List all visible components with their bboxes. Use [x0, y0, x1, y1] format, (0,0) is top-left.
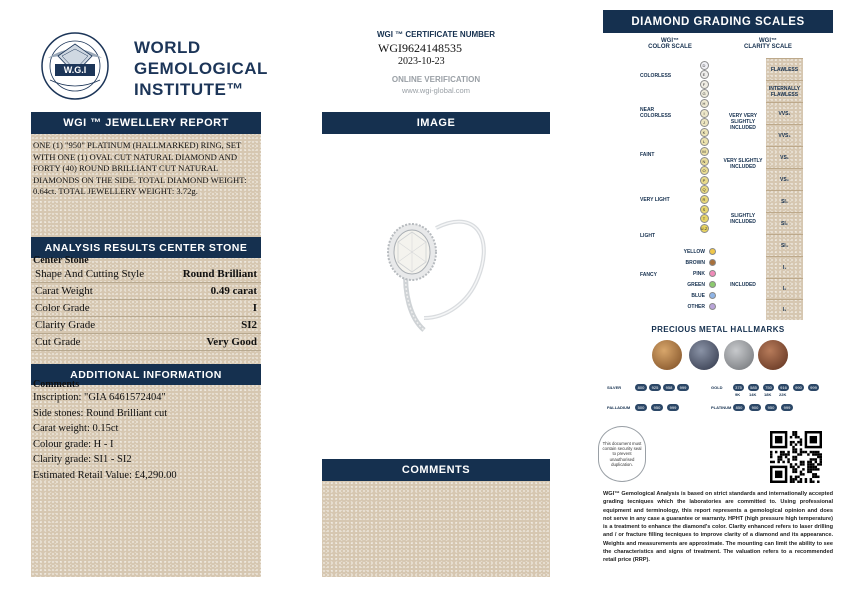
color-grade-gem-icon: J — [700, 118, 709, 127]
additional-lines — [33, 390, 259, 483]
fancy-row — [656, 268, 716, 279]
color-grade-gem-icon: T — [700, 214, 709, 223]
scales-header: DIAMOND GRADING SCALES — [603, 10, 833, 33]
clarity-grade: SI₃ — [766, 234, 803, 256]
clarity-grade: SI₂ — [766, 212, 803, 234]
report-header: WGI ™ JEWELLERY REPORT — [31, 112, 261, 134]
hallmark-chip: 990 — [793, 384, 804, 391]
hallmark-chip: 999 — [667, 404, 679, 411]
clarity-group-label: INCLUDED — [730, 282, 756, 288]
hallmark-chip: 800 — [635, 384, 647, 391]
logo-name-line3: INSTITUTE™ — [134, 80, 244, 99]
additional-line: Estimated Retail Value: £4,290.00 — [33, 469, 177, 481]
hallmark-chip: 900 — [749, 404, 761, 411]
disclaimer: WGI™ Gemological Analysis is based on strict standards and internationally accepted grading tecniques which the laboratories are committed to. Using professional equipment and terminology, this report represents a gemological opinion and does not serve in any case a guarantee or warranty. HPHT (high pressure high temperature) is a treatment to enhance the diamond's color. Clarity enhanced refers to laser drilling and / or fracture filling tecniques to improve clarity of a diamond and its appearance. Weights and measurements are approximate. The mounting can limit the ability to see the characteristics and signs of treatment. The valuation refers to a recommended retail price (RRP). — [603, 491, 833, 564]
fancy-gem-icon — [709, 248, 716, 255]
hallmark-chip: 999 — [677, 384, 689, 391]
logo-name-line2: GEMOLOGICAL — [134, 59, 268, 78]
clarity-grade: I₁ — [766, 256, 803, 278]
clarity-group-label: VERY SLIGHTLY INCLUDED — [723, 158, 763, 170]
certificate-date: 2023-10-23 — [398, 56, 445, 67]
clarity-scale-title — [728, 38, 808, 50]
hallmark-chip: 925 — [649, 384, 661, 391]
fancy-color-name: OTHER — [687, 303, 705, 310]
analysis-label: Clarity Grade — [35, 319, 96, 331]
hallmark-chip: 950 — [765, 404, 777, 411]
gold-label: GOLD — [711, 385, 723, 390]
fancy-gem-icon — [709, 281, 716, 288]
color-grade-gem-icon: M — [700, 147, 709, 156]
analysis-label: Cut Grade — [35, 336, 81, 348]
logo-name-line1: WORLD — [134, 38, 201, 57]
comments-header: COMMENTS — [322, 459, 550, 481]
gold-karat: 9K — [735, 392, 741, 397]
certificate-label: WGI ™ CERTIFICATE NUMBER — [376, 30, 496, 39]
verification-label: ONLINE VERIFICATION — [391, 75, 481, 84]
clarity-group-label: VERY VERY SLIGHTLY INCLUDED — [728, 113, 758, 131]
clarity-group-label: SLIGHTLY INCLUDED — [730, 213, 756, 225]
analysis-row — [31, 317, 261, 334]
image-header: IMAGE — [322, 112, 550, 134]
fancy-label: FANCY — [640, 272, 657, 278]
gold-karat: 18K — [764, 392, 772, 397]
silver-coin-icon — [724, 340, 754, 370]
hallmark-chip: 999 — [781, 404, 793, 411]
gold-karat: 14K — [749, 392, 757, 397]
color-grade-gem-icon: P — [700, 176, 709, 185]
gold-karat: 22K — [779, 392, 787, 397]
color-grade-gem-icon: S — [700, 205, 709, 214]
hallmark-chip: 375 — [733, 384, 744, 391]
security-note: This document must contain security seal to prevent unauthorised duplication. — [602, 440, 642, 467]
hallmark-chip: 950 — [651, 404, 663, 411]
analysis-header: ANALYSIS RESULTS CENTER STONE — [31, 237, 261, 258]
additional-line: Clarity grade: SI1 - SI2 — [33, 454, 132, 465]
color-grade-gem-icon: H — [700, 99, 709, 108]
clarity-grade: SI₁ — [766, 190, 803, 212]
color-grade-gem-icon: R — [700, 195, 709, 204]
verification-url[interactable]: www.wgi-global.com — [402, 86, 470, 95]
analysis-value: Round Brilliant — [182, 268, 257, 280]
logo-initials: W.G.I — [63, 65, 87, 75]
ring-image — [376, 198, 494, 338]
clarity-title-2: CLARITY SCALE — [744, 44, 792, 50]
analysis-row — [31, 300, 261, 317]
analysis-subtitle: Center Stone — [33, 255, 89, 266]
analysis-row — [31, 266, 261, 283]
comments-panel — [322, 481, 550, 577]
additional-line: Inscription: "GIA 6461572404" — [33, 392, 166, 403]
fancy-colors — [656, 246, 716, 312]
color-grade-gem-icon: N — [700, 157, 709, 166]
clarity-title-1: WGI™ — [759, 38, 777, 44]
silver-label: SILVER — [607, 385, 622, 390]
color-group-label: VERY LIGHT — [640, 197, 670, 203]
analysis-label: Shape And Cutting Style — [35, 268, 145, 280]
platinum-label: PLATINUM — [711, 405, 732, 410]
additional-line: Carat weight: 0.15ct — [33, 423, 119, 434]
hallmark-chip: 585 — [748, 384, 759, 391]
hallmark-chip: 750 — [763, 384, 774, 391]
gold-coin-icon — [652, 340, 682, 370]
color-grade-gem-icon: I — [700, 109, 709, 118]
additional-subtitle: Comments — [33, 379, 80, 390]
color-group-label: COLORLESS — [640, 73, 672, 79]
clarity-grade: I₂ — [766, 278, 803, 299]
fancy-color-name: BROWN — [685, 259, 705, 266]
fancy-row — [656, 246, 716, 257]
fancy-gem-icon — [709, 270, 716, 277]
fancy-row — [656, 279, 716, 290]
fancy-color-name: BLUE — [691, 292, 705, 299]
fancy-color-name: YELLOW — [683, 248, 705, 255]
qr-code-icon[interactable] — [770, 431, 822, 483]
hallmark-marks — [607, 383, 832, 418]
analysis-label: Color Grade — [35, 302, 90, 314]
additional-line: Side stones: Round Brilliant cut — [33, 407, 168, 419]
security-seal — [598, 426, 646, 482]
color-gem-column — [696, 60, 712, 242]
clarity-grade: I₃ — [766, 299, 803, 320]
fancy-gem-icon — [709, 259, 716, 266]
analysis-row — [31, 334, 261, 351]
report-description: ONE (1) "950" PLATINUM (HALLMARKED) RING, SET WITH ONE (1) OVAL CUT NATURAL DIAMOND AND FORTY (40) ROUND BRILLIANT CUT NATURAL DIAMONDS ON THE SIDE. TOTAL DIAMOND WEIGHT: 0.64ct. TOTAL JEWELLERY WEIGHT: 3.72g. — [33, 140, 247, 196]
fancy-row — [656, 301, 716, 312]
analysis-label: Carat Weight — [35, 285, 93, 297]
clarity-grade: VVS₂ — [766, 124, 803, 146]
color-grade-gem-icon: Q — [700, 185, 709, 194]
analysis-value: SI2 — [241, 319, 257, 331]
hallmark-chip: 500 — [635, 404, 647, 411]
fancy-color-name: GREEN — [687, 281, 705, 288]
color-grade-gem-icon: U-Z — [700, 225, 708, 231]
fancy-row — [656, 290, 716, 301]
clarity-grade: VVS₁ — [766, 102, 803, 124]
color-group-label: FAINT — [640, 152, 655, 158]
hallmark-chip: 916 — [778, 384, 789, 391]
color-grade-gem-icon: O — [700, 166, 709, 175]
analysis-row — [31, 283, 261, 300]
color-group-label: NEAR COLORLESS — [640, 107, 672, 119]
color-scale-title — [630, 38, 710, 50]
clarity-grade: INTERNALLY FLAWLESS — [766, 80, 803, 102]
analysis-value: Very Good — [206, 336, 257, 348]
hallmark-chip: 958 — [663, 384, 675, 391]
fancy-gem-icon — [709, 303, 716, 310]
color-grade-gem-icon: D — [700, 61, 709, 70]
hallmarks-header: PRECIOUS METAL HALLMARKS — [651, 325, 785, 334]
certificate-number: WGI9624148535 — [378, 41, 462, 55]
color-group-label: LIGHT — [640, 233, 655, 239]
color-title-1: WGI™ — [661, 38, 679, 44]
clarity-grade: FLAWLESS — [766, 58, 803, 80]
color-grade-gem-icon: E — [700, 70, 709, 79]
analysis-value: 0.49 carat — [210, 285, 257, 297]
clarity-grade: VS₁ — [766, 146, 803, 168]
color-title-2: COLOR SCALE — [648, 44, 692, 50]
color-grade-gem-icon: K — [700, 128, 709, 137]
color-grade-gem-icon: G — [700, 89, 709, 98]
analysis-table — [31, 266, 261, 352]
fancy-row — [656, 257, 716, 268]
analysis-value: I — [252, 302, 257, 314]
additional-header: ADDITIONAL INFORMATION — [31, 364, 261, 385]
color-grade-gem-icon: F — [700, 80, 709, 89]
fancy-color-name: PINK — [693, 270, 705, 277]
color-grade-gem-icon: L — [700, 137, 709, 146]
bronze-coin-icon — [758, 340, 788, 370]
fancy-gem-icon — [709, 292, 716, 299]
hallmark-chip: 999 — [808, 384, 819, 391]
clarity-grade: VS₂ — [766, 168, 803, 190]
palladium-label: PALLADIUM — [607, 405, 631, 410]
wgi-logo — [28, 30, 126, 102]
hallmark-chip: 850 — [733, 404, 745, 411]
platinum-coin-icon — [689, 340, 719, 370]
additional-line: Colour grade: H - I — [33, 438, 114, 450]
